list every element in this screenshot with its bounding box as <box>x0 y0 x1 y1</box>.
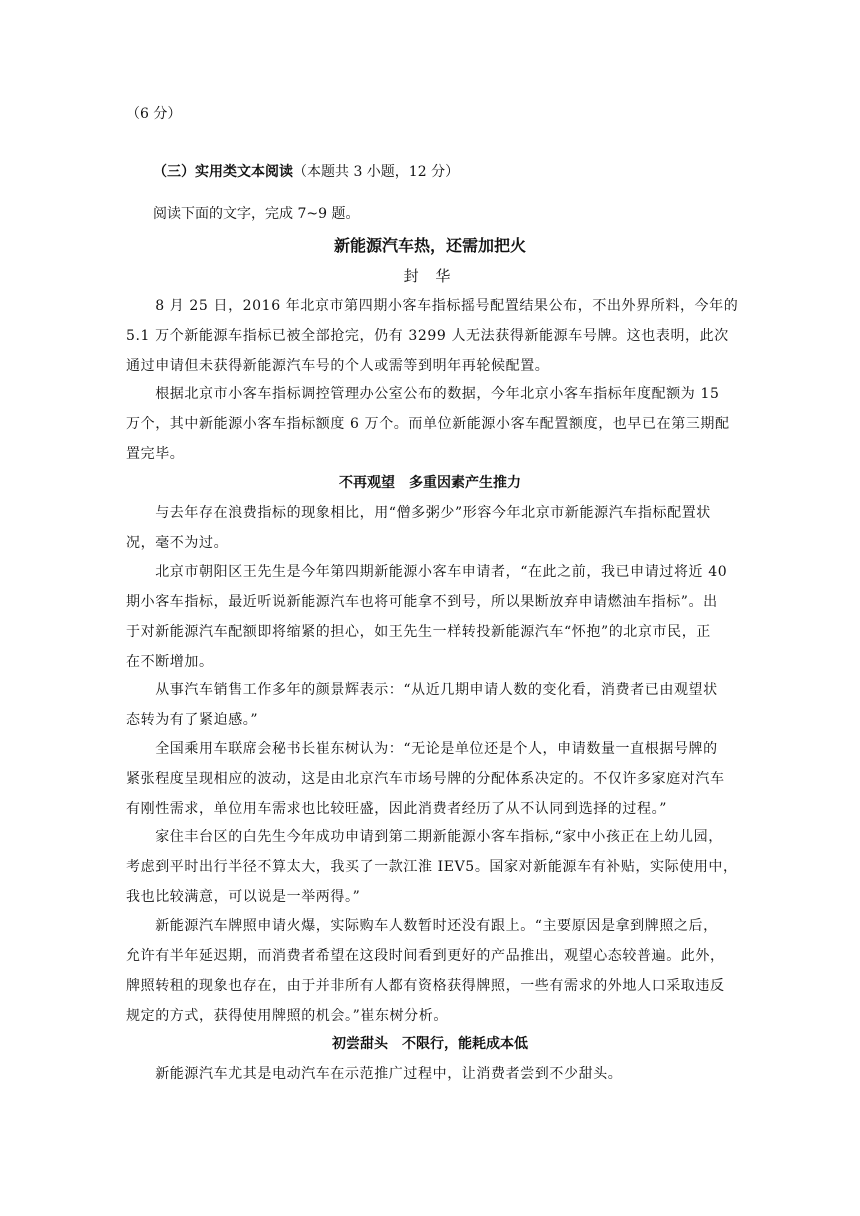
paragraph-line: 紧张程度呈现相应的波动，这是由北京汽车市场号牌的分配体系决定的。不仅许多家庭对汽车 <box>126 771 725 787</box>
paragraph-line: 根据北京市小客车指标调控管理办公室公布的数据，今年北京小客车指标年度配额为 15 <box>126 386 720 402</box>
subheading: 不再观望 多重因素产生推力 <box>339 475 521 491</box>
paragraph-line: 期小客车指标，最近听说新能源汽车也将可能拿不到号，所以果断放弃申请燃油车指标”。出 <box>126 594 718 610</box>
paragraph-line: 有刚性需求，单位用车需求也比较旺盛，因此消费者经历了从不认同到选择的过程。” <box>126 801 667 817</box>
paragraph-line: 新能源汽车牌照申请火爆，实际购车人数暂时还没有跟上。“主要原因是拿到牌照之后， <box>126 918 718 934</box>
paragraph-line: 从事汽车销售工作多年的颜景辉表示：“从近几期申请人数的变化看，消费者已由观望状 <box>126 682 718 698</box>
paragraph-line: 况，毫不为过。 <box>126 535 229 551</box>
paragraph-line: 5.1 万个新能源车指标已被全部抢完，仍有 3299 人无法获得新能源车号牌。这也表明，此次 <box>126 328 729 344</box>
subheading: 初尝甜头 不限行，能耗成本低 <box>332 1036 528 1052</box>
paragraph-line: 规定的方式，获得使用牌照的机会。”崔东树分析。 <box>126 1008 448 1024</box>
reading-instruction: 阅读下面的文字，完成 7~9 题。 <box>153 206 360 222</box>
paragraph-line: 在不断增加。 <box>126 654 214 670</box>
section-heading <box>153 162 459 182</box>
section-note: （本题共 3 小题，12 分） <box>293 164 460 180</box>
paragraph-line: 考虑到平时出行半径不算太大，我买了一款江淮 IEV5。国家对新能源车有补贴，实际使用中， <box>126 859 738 875</box>
score-note: （6 分） <box>126 106 182 122</box>
paragraph-line: 牌照转租的现象也存在，由于并非所有人都有资格获得牌照，一些有需求的外地人口采取违反 <box>126 978 725 994</box>
paragraph-line: 全国乘用车联席会秘书长崔东树认为：“无论是单位还是个人，申请数量一直根据号牌的 <box>126 741 718 757</box>
paragraph-line: 通过申请但未获得新能源汽车号的个人或需等到明年再轮候配置。 <box>126 358 550 374</box>
paragraph-line: 新能源汽车尤其是电动汽车在示范推广过程中，让消费者尝到不少甜头。 <box>126 1066 623 1082</box>
paragraph-line: 我也比较满意，可以说是一举两得。” <box>126 889 361 905</box>
paragraph-line: 万个，其中新能源小客车指标额度 6 万个。而单位新能源小客车配置额度，也早已在第三期配 <box>126 416 730 432</box>
paragraph-line: 允许有半年延迟期，而消费者希望在这段时间看到更好的产品推出，观望心态较普遍。此外， <box>126 948 725 964</box>
paragraph-line: 8 月 25 日，2016 年北京市第四期小客车指标摇号配置结果公布，不出外界所料，今年的 <box>126 298 739 314</box>
paragraph-line: 态转为有了紧迫感。” <box>126 712 259 728</box>
article-title: 新能源汽车热，还需加把火 <box>333 236 526 255</box>
paragraph-line: 于对新能源汽车配额即将缩紧的担心，如王先生一样转投新能源汽车“怀抱”的北京市民，正 <box>126 624 711 640</box>
article-author: 封 华 <box>403 267 457 285</box>
section-label: （三）实用类文本阅读 <box>153 164 293 180</box>
paragraph-line: 与去年存在浪费指标的现象相比，用“僧多粥少”形容今年北京市新能源汽车指标配置状 <box>126 505 711 521</box>
paragraph-line: 置完毕。 <box>126 446 185 462</box>
paragraph-line: 家住丰台区的白先生今年成功申请到第二期新能源小客车指标,“家中小孩正在上幼儿园， <box>126 829 723 845</box>
paragraph-line: 北京市朝阳区王先生是今年第四期新能源小客车申请者，“在此之前，我已申请过将近 40 <box>126 564 728 580</box>
